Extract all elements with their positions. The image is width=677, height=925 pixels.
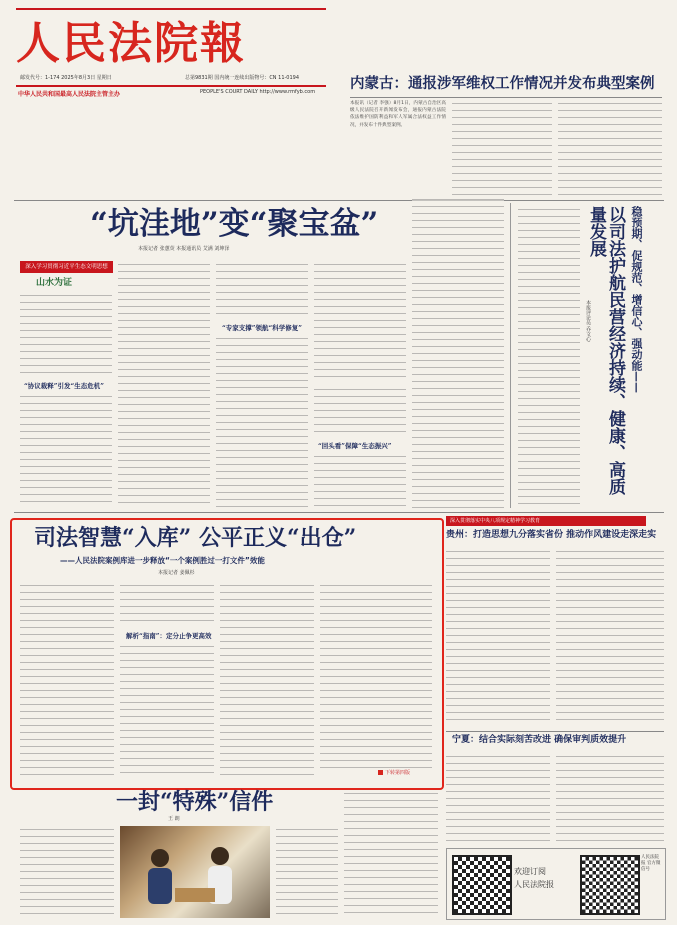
ningxia-rule: [446, 731, 664, 732]
letter-col2: [276, 826, 338, 918]
guizhou-col1: [446, 548, 550, 726]
guizhou-col2: [556, 548, 664, 726]
commentary-body: [518, 206, 580, 508]
top-story-rule: [350, 97, 662, 98]
lead-col4-a: [314, 261, 406, 381]
wechat-label: 人民法院报 官方微信号: [641, 855, 661, 872]
lead-byline: 本报记者 张蕙荧 本报通讯员 艾满 刘坤泽: [138, 246, 230, 252]
photo-people-icon: [120, 826, 270, 918]
ningxia-col1: [446, 753, 550, 841]
top-story-headline: 内蒙古：通报涉军维权工作情况并发布典型案例: [350, 75, 655, 92]
top-story-body: 本报讯（记者 李强）8月1日，内蒙古自治区高级人民法院召开新闻发布会，通报内蒙古法院依法维护国防利益和军人军属合法权益工作情况，并发布十件典型案例。: [350, 101, 446, 128]
commentary-author: 本报评论员 乔文心: [585, 300, 591, 342]
feature-subtitle: ——人民法院案例库进一步释放“一个案例胜过一打文件”效能: [60, 556, 265, 565]
masthead-title: 人民法院報: [16, 18, 246, 69]
continued-marker-icon: [378, 770, 383, 775]
continued-label: 下转第四版: [385, 770, 411, 776]
guizhou-headline: 贵州：打造思想九分落实省份 推动作风建设走深走实: [446, 530, 657, 540]
top-story-column-2: [452, 100, 552, 197]
ningxia-col2: [556, 753, 664, 841]
letter-col3: [344, 790, 438, 918]
lead-col5: [412, 196, 504, 508]
subscribe-paper: 人民法院报: [514, 880, 554, 889]
letter-headline: 一封“特殊”信件: [116, 789, 274, 815]
feature-col3: [220, 582, 314, 778]
wechat-qr-icon[interactable]: [580, 855, 640, 915]
lead-subhead-3: “回头看”保障“生态振兴”: [318, 442, 392, 450]
total-number: 总第9831期 国内统一连续出版物号：CN 11-0194: [185, 75, 300, 81]
commentary-headline: 以司法护航民营经济持续、健康、高质量发展: [586, 206, 625, 495]
publisher-line: 中华人民共和国最高人民法院主管主办: [18, 91, 121, 98]
feature-byline: 本报记者 姜佩杉: [158, 570, 195, 576]
lead-col4-b: [314, 386, 406, 436]
ningxia-headline: 宁夏：结合实际刻苦改进 确保审判质效提升: [452, 735, 627, 745]
guizhou-tag: 深入贯彻落实中央八项规定精神学习教育: [446, 516, 646, 526]
lead-col2: [118, 261, 210, 508]
lead-col1-b: [20, 393, 112, 508]
letter-byline: 王 朗: [168, 816, 180, 822]
qr-code-icon[interactable]: [452, 855, 512, 915]
theme-subtag: 山水为证: [36, 278, 73, 288]
feature-subhead: 解析“指南”：定分止争更高效: [126, 632, 212, 640]
lead-col3-b: [216, 335, 308, 508]
feature-col1: [20, 582, 114, 778]
feature-continued: [378, 769, 410, 776]
lead-subhead-2: “专家支撑”领航“科学修复”: [222, 324, 302, 332]
theme-tag: 深入学习贯彻习近平生态文明思想: [20, 261, 113, 273]
english-name: PEOPLE'S COURT DAILY http://www.rmfyb.com: [200, 89, 316, 95]
masthead-rule: [16, 85, 326, 87]
letter-photo: [120, 826, 270, 918]
top-story-column-3: [558, 100, 662, 197]
lead-col1-a: [20, 292, 112, 378]
feature-col2-b: [120, 643, 214, 778]
feature-headline: 司法智慧“入库” 公平正义“出仓”: [34, 525, 357, 551]
feature-col4: [320, 582, 432, 768]
lead-col3-a: [216, 261, 308, 317]
commentary-kicker: 稳预期、促规范、增信心、强动能——: [630, 206, 643, 393]
masthead-top-rule: [16, 8, 326, 10]
issue-line: 邮发代号：1-174 2025年8月3日 星期日: [20, 75, 112, 81]
subscribe-label: 欢迎订阅: [514, 867, 546, 876]
lead-headline: “坑洼地”变“聚宝盆”: [90, 206, 379, 242]
section-rule-2: [14, 512, 664, 513]
commentary-divider: [510, 203, 511, 508]
lead-col4-c: [314, 453, 406, 508]
section-rule: [14, 200, 664, 201]
feature-col2-a: [120, 582, 214, 626]
lead-subhead-1: “协议裁释”引发“生态危机”: [24, 382, 104, 390]
letter-col1: [20, 826, 114, 918]
